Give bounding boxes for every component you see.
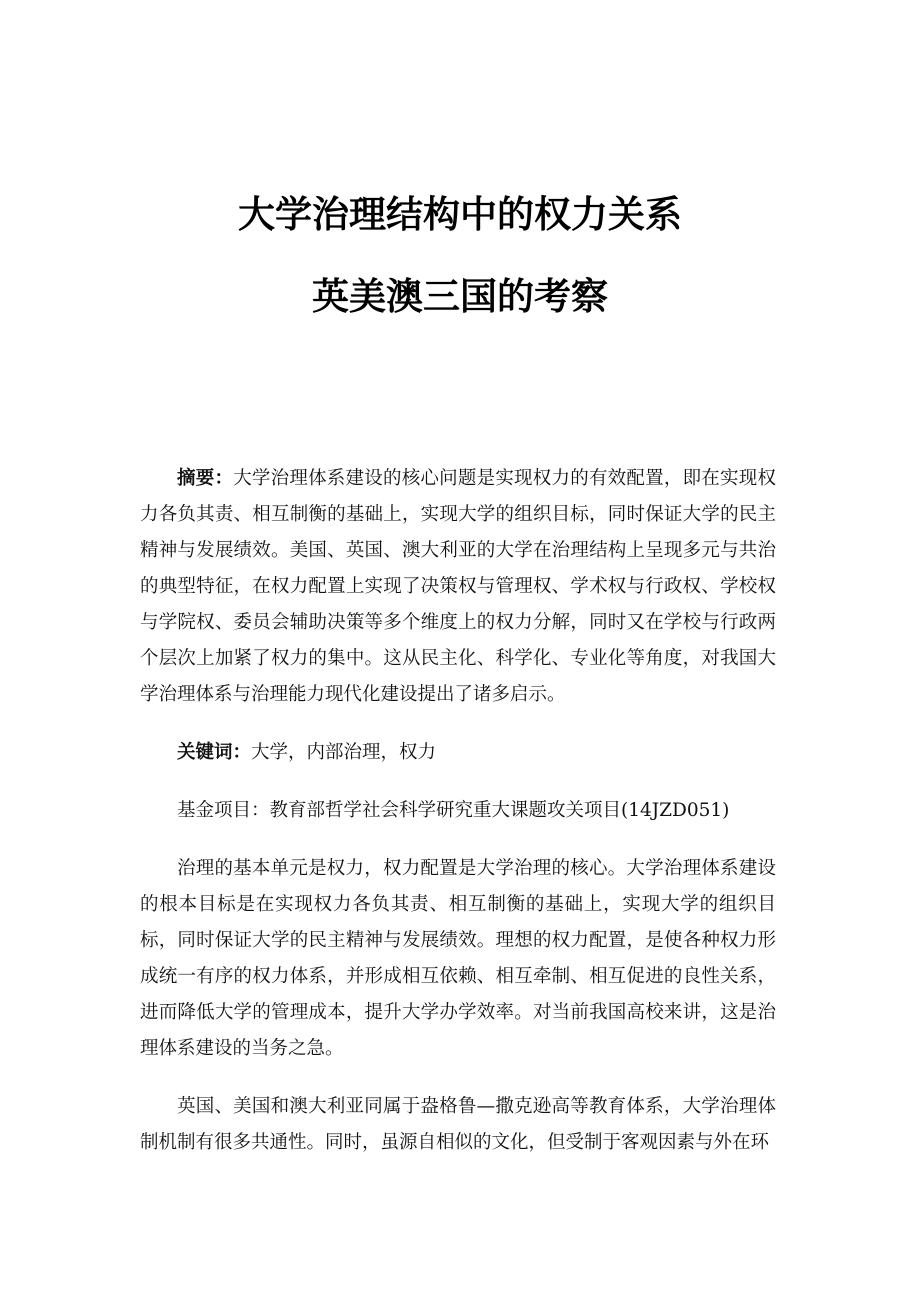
abstract-text: 大学治理体系建设的核心问题是实现权力的有效配置，即在实现权力各负其责、相互制衡的基础上，实现大学的组织目标，同时保证大学的民主精神与发展绩效。美国、英国、澳大利亚的大学在治理结构上呈现多元与共治的典型特征，在权力配置上实现了决策权与管理权、学术权与行政权、学校权与学院权、委员会辅助决策等多个维度上的权力分解，同时又在学校与行政两个层次上加紧了权力的集中。这从民主化、科学化、专业化等角度，对我国大学治理体系与治理能力现代化建设提出了诸多启示。: [140, 468, 776, 705]
document-subtitle: 英美澳三国的考察: [312, 275, 608, 318]
document-title: 大学治理结构中的权力关系: [238, 193, 682, 236]
document-body: [140, 461, 776, 1183]
keywords-text: 大学，内部治理，权力: [251, 742, 437, 763]
body-paragraph-1: 治理的基本单元是权力，权力配置是大学治理的核心。大学治理体系建设的根本目标是在实现权力各负其责、相互制衡的基础上，实现大学的组织目标，同时保证大学的民主精神与发展绩效。理想的权力配置，是使各种权力形成统一有序的权力体系，并形成相互依赖、相互牵制、相互促进的良性关系，进而降低大学的管理成本，提升大学办学效率。对当前我国高校来讲，这是治理体系建设的当务之急。: [140, 858, 776, 1059]
abstract-paragraph: [140, 461, 776, 713]
funding-paragraph: 基金项目：教育部哲学社会科学研究重大课题攻关项目(14JZD051): [177, 800, 730, 821]
keywords-label: 关键词：: [177, 742, 252, 763]
keywords-paragraph: [140, 735, 776, 771]
abstract-label: 摘要：: [177, 468, 234, 489]
body-paragraph-2: 英国、美国和澳大利亚同属于盎格鲁—撒克逊高等教育体系，大学治理体制机制有很多共通性。同时，虽源自相似的文化，但受制于客观因素与外在环: [140, 1096, 776, 1153]
